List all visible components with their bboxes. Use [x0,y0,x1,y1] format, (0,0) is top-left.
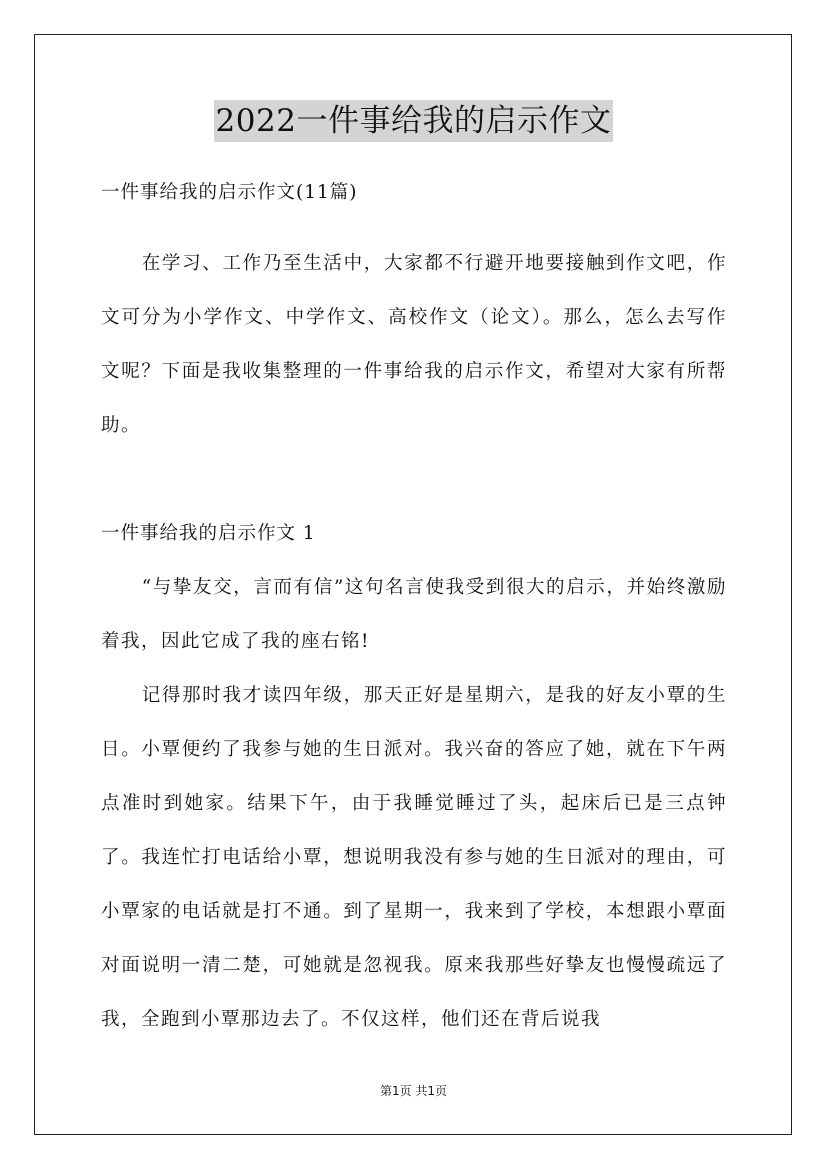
paragraph-gap [101,453,727,507]
document-body [101,173,727,1047]
body-paragraph-2: 记得那时我才读四年级，那天正好是星期六，是我的好友小覃的生日。小覃便约了我参与她的生日派对。我兴奋的答应了她，就在下午两点准时到她家。结果下午，由于我睡觉睡过了头，起床后已是三点钟了。我连忙打电话给小覃，想说明我没有参与她的生日派对的理由，可小覃家的电话就是打不通。到了星期一，我来到了学校，本想跟小覃面对面说明一清二楚，可她就是忽视我。原来我那些好挚友也慢慢疏远了我，全跑到小覃那边去了。不仅这样，他们还在背后说我 [101,685,727,1030]
section-heading: 一件事给我的启示作文 1 [101,523,316,544]
page-footer: 第1页 共1页 [379,1084,448,1098]
document-subtitle: 一件事给我的启示作文(11篇) [101,182,358,203]
title-container [0,100,827,142]
body-paragraph-1: “与挚友交，言而有信”这句名言使我受到很大的启示，并始终激励着我，因此它成了我的座右铭! [101,577,727,652]
document-title: 2022一件事给我的启示作文 [214,100,614,142]
intro-paragraph: 在学习、工作乃至生活中，大家都不行避开地要接触到作文吧，作文可分为小学作文、中学作文、高校作文（论文）。那么，怎么去写作文呢？下面是我收集整理的一件事给我的启示作文，希望对大家有所帮助。 [101,253,727,436]
